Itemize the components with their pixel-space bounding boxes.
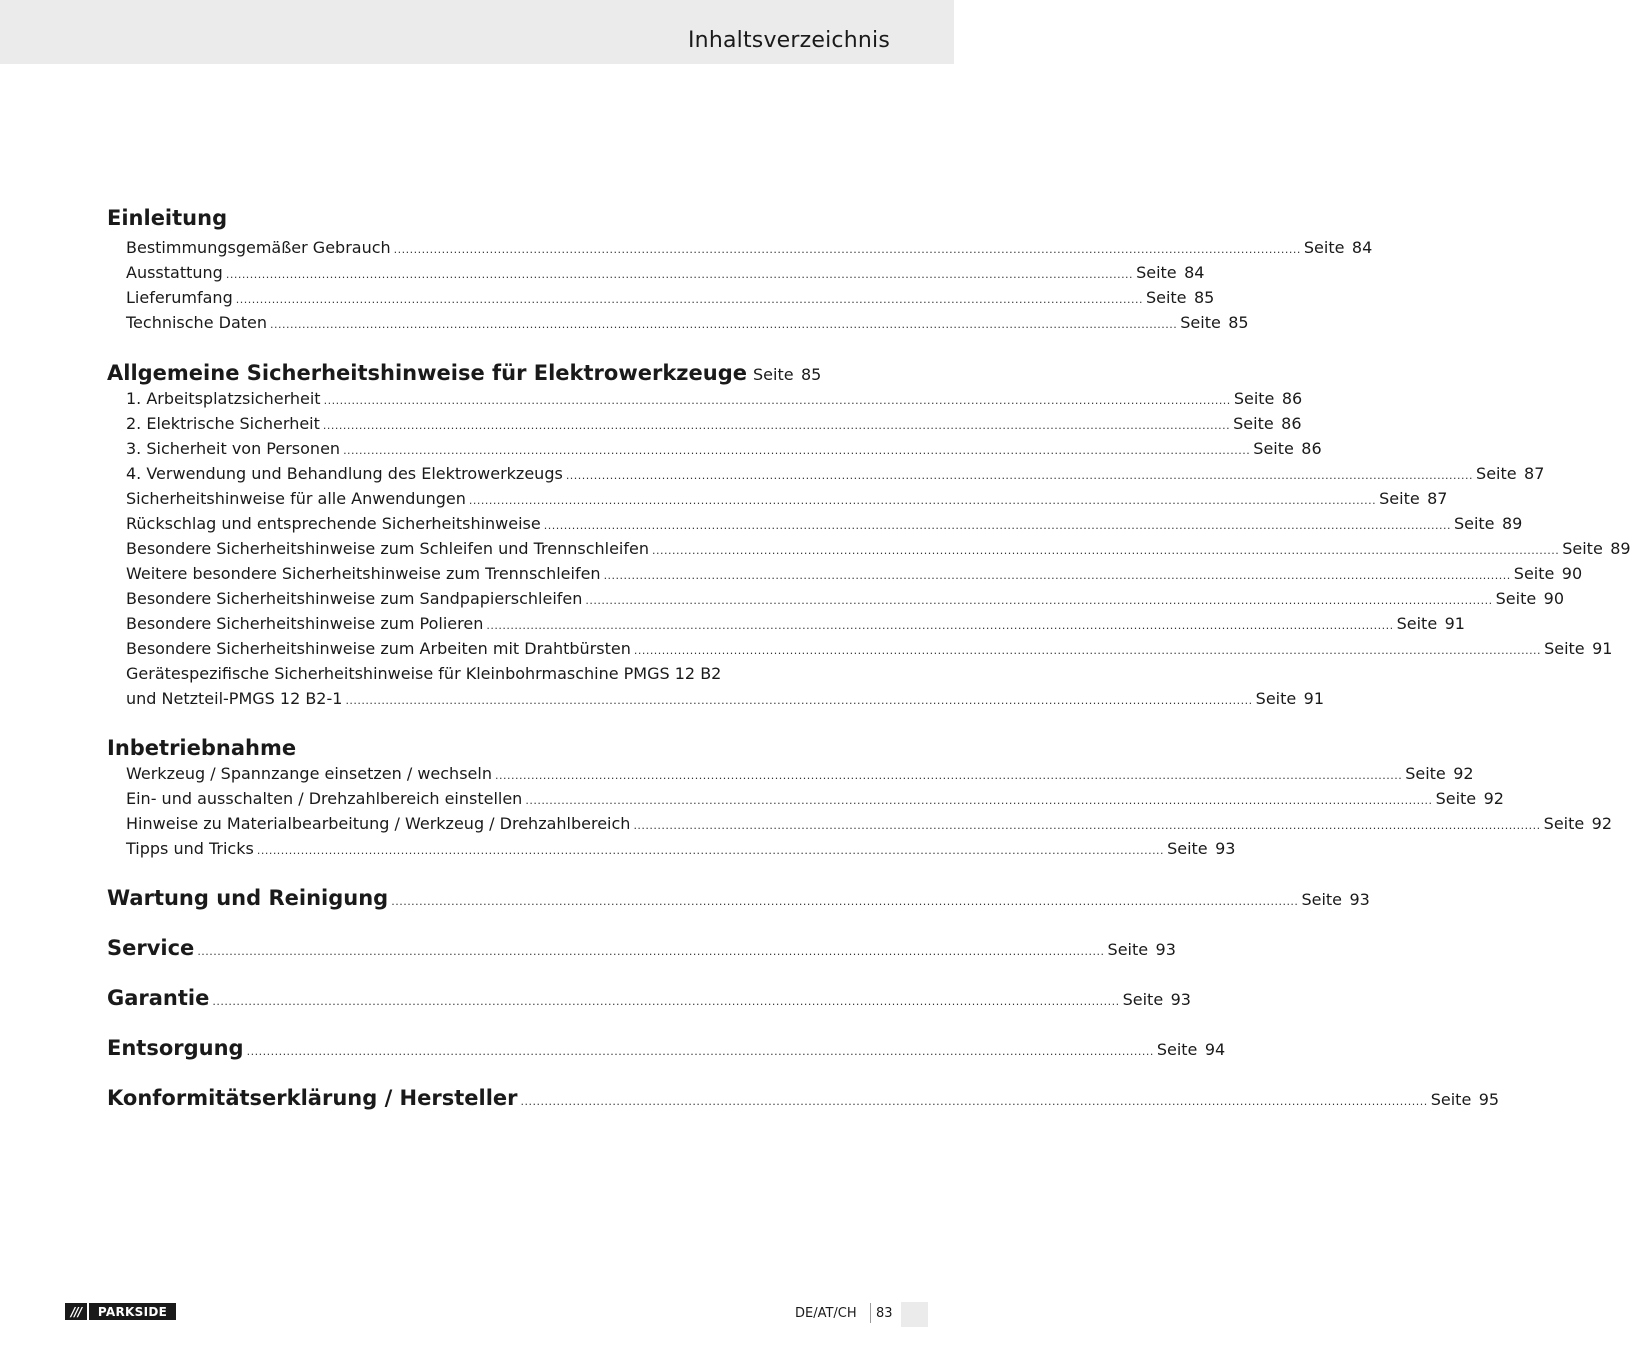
toc-entry-label: Tipps und Tricks	[126, 839, 254, 858]
toc-seite-label: Seite	[1430, 1090, 1472, 1109]
toc-entry-label: Besondere Sicherheitshinweise zum Polieren	[126, 614, 484, 633]
toc-page-number: 91	[1592, 639, 1613, 658]
toc-section-inbetriebnahme: Inbetriebnahme	[107, 736, 297, 760]
toc-seite-label: Seite	[1543, 814, 1585, 833]
toc-page-number: 90	[1561, 564, 1583, 583]
toc-entry-label: Ausstattung	[126, 263, 223, 282]
toc-leader-dots: ...................................................................................................................................................................................................................................	[603, 569, 1511, 582]
toc-entry[interactable]	[107, 439, 1322, 464]
footer-language-codes: DE/AT/CH	[795, 1306, 857, 1321]
toc-seite-label: Seite	[1405, 764, 1446, 783]
toc-entry[interactable]	[107, 564, 1583, 589]
toc-leader-dots: ...................................................................................................................................................................................................................................	[197, 945, 1105, 958]
toc-entry[interactable]	[107, 288, 1215, 313]
toc-leader-dots: ...................................................................................................................................................................................................................................	[652, 544, 1560, 557]
toc-seite-label: Seite	[1379, 489, 1420, 508]
toc-section-title: Wartung und Reinigung	[107, 886, 389, 910]
toc-page-number: 85	[1228, 313, 1249, 332]
toc-page-number: 93	[1215, 839, 1236, 858]
toc-entry[interactable]	[107, 639, 1613, 664]
toc-seite-label: Seite	[1396, 614, 1438, 633]
toc-entry[interactable]	[107, 764, 1474, 789]
toc-leader-dots: ...................................................................................................................................................................................................................................	[585, 594, 1493, 607]
toc-seite-label: Seite	[1476, 464, 1517, 483]
toc-entry-label: Besondere Sicherheitshinweise zum Sandpapierschleifen	[126, 589, 583, 608]
toc-entry[interactable]	[107, 539, 1631, 564]
toc-section-entsorgung[interactable]	[107, 1036, 1226, 1061]
toc-page-number: 94	[1204, 1040, 1226, 1059]
toc-seite-label: Seite	[1122, 990, 1164, 1009]
toc-leader-dots: ...................................................................................................................................................................................................................................	[468, 494, 1377, 507]
toc-page-number: 86	[1281, 389, 1303, 408]
toc-leader-dots: ...................................................................................................................................................................................................................................	[246, 1045, 1154, 1058]
toc-page-number: 87	[1524, 464, 1545, 483]
toc-section-title: Garantie	[107, 986, 210, 1010]
toc-page-number: 92	[1483, 789, 1504, 808]
toc-section-title: Allgemeine Sicherheitshinweise für Elektrowerkzeuge	[107, 361, 747, 385]
toc-entry-label: Werkzeug / Spannzange einsetzen / wechseln	[126, 764, 492, 783]
toc-leader-dots: ...................................................................................................................................................................................................................................	[565, 469, 1474, 482]
toc-seite-label: Seite	[1167, 839, 1208, 858]
toc-entry[interactable]	[107, 814, 1613, 839]
toc-page-number: 89	[1501, 514, 1523, 533]
toc-entry-label: 2. Elektrische Sicherheit	[126, 414, 320, 433]
toc-page-number: 93	[1170, 990, 1191, 1009]
toc-leader-dots: ...................................................................................................................................................................................................................................	[486, 619, 1394, 632]
toc-seite-label: Seite	[1233, 414, 1274, 433]
toc-seite-label: Seite	[753, 365, 794, 384]
toc-entry-label: 4. Verwendung und Behandlung des Elektrowerkzeugs	[126, 464, 563, 483]
toc-entry[interactable]	[107, 614, 1465, 639]
toc-leader-dots: ...................................................................................................................................................................................................................................	[343, 444, 1251, 457]
toc-leader-dots: ...................................................................................................................................................................................................................................	[345, 694, 1253, 707]
toc-seite-label: Seite	[1255, 689, 1297, 708]
toc-section-title: Konformitätserklärung / Hersteller	[107, 1086, 518, 1110]
toc-leader-dots: ...................................................................................................................................................................................................................................	[633, 644, 1542, 657]
toc-leader-dots: ...................................................................................................................................................................................................................................	[494, 769, 1403, 782]
toc-seite-label: Seite	[1513, 564, 1555, 583]
toc-section-einleitung: Einleitung	[107, 206, 228, 230]
page-title: Inhaltsverzeichnis	[687, 28, 890, 53]
toc-leader-dots: ...................................................................................................................................................................................................................................	[256, 844, 1165, 857]
toc-leader-dots: ...................................................................................................................................................................................................................................	[393, 243, 1301, 256]
toc-page-number: 84	[1184, 263, 1205, 282]
toc-page-number: 91	[1303, 689, 1325, 708]
toc-page-number: 86	[1301, 439, 1322, 458]
toc-leader-dots: ...................................................................................................................................................................................................................................	[633, 819, 1541, 832]
toc-section-sicherheitshinweise[interactable]	[107, 361, 832, 386]
toc-leader-dots: ...................................................................................................................................................................................................................................	[270, 318, 1178, 331]
toc-seite-label: Seite	[1136, 263, 1177, 282]
toc-entry[interactable]	[107, 389, 1303, 414]
toc-seite-label: Seite	[1145, 288, 1187, 307]
toc-entry[interactable]	[107, 514, 1523, 539]
toc-page-number: 86	[1281, 414, 1302, 433]
toc-page-number: 85	[1193, 288, 1215, 307]
toc-seite-label: Seite	[1233, 389, 1275, 408]
toc-page-number: 85	[801, 365, 822, 384]
toc-leader-dots: ...................................................................................................................................................................................................................................	[391, 895, 1299, 908]
toc-entry-label: 1. Arbeitsplatzsicherheit	[126, 389, 321, 408]
toc-entry-label: Lieferumfang	[126, 288, 233, 307]
toc-entry[interactable]	[107, 689, 1325, 714]
toc-entry[interactable]	[107, 313, 1249, 338]
toc-page-number: 89	[1610, 539, 1631, 558]
toc-entry-label: Besondere Sicherheitshinweise zum Schleifen und Trennschleifen	[126, 539, 649, 558]
toc-entry[interactable]	[107, 589, 1564, 614]
toc-entry-label: Sicherheitshinweise für alle Anwendungen	[126, 489, 466, 508]
toc-page-number: 93	[1155, 940, 1176, 959]
toc-page-number: 93	[1349, 890, 1370, 909]
toc-section-title: Entsorgung	[107, 1036, 244, 1060]
toc-entry[interactable]	[107, 238, 1373, 263]
toc-page-number: 84	[1351, 238, 1373, 257]
toc-page-number: 95	[1478, 1090, 1500, 1109]
toc-entry-label: Bestimmungsgemäßer Gebrauch	[126, 238, 391, 257]
toc-seite-label: Seite	[1156, 1040, 1198, 1059]
toc-leader-dots: ...................................................................................................................................................................................................................................	[525, 794, 1433, 807]
toc-entry-label: Besondere Sicherheitshinweise zum Arbeiten mit Drahtbürsten	[126, 639, 631, 658]
toc-seite-label: Seite	[1253, 439, 1294, 458]
toc-section-wartung[interactable]	[107, 886, 1370, 911]
toc-page-number: 92	[1591, 814, 1613, 833]
toc-entry[interactable]	[107, 489, 1448, 514]
toc-entry[interactable]	[107, 414, 1302, 439]
toc-entry-label-line1: Gerätespezifische Sicherheitshinweise für Kleinbohrmaschine PMGS 12 B2	[126, 664, 722, 683]
toc-seite-label: Seite	[1301, 890, 1342, 909]
toc-section-title: Service	[107, 936, 195, 960]
toc-leader-dots: ...................................................................................................................................................................................................................................	[520, 1095, 1428, 1108]
toc-entry[interactable]	[107, 464, 1545, 489]
toc-seite-label: Seite	[1453, 514, 1495, 533]
toc-entry[interactable]	[107, 839, 1236, 864]
toc-entry-label: 3. Sicherheit von Personen	[126, 439, 341, 458]
footer-divider	[870, 1303, 871, 1323]
toc-entry[interactable]	[107, 789, 1504, 814]
footer-page-number: 83	[876, 1306, 893, 1321]
toc-entry-label: Rückschlag und entsprechende Sicherheitshinweise	[126, 514, 541, 533]
parkside-logo	[65, 1303, 176, 1320]
toc-entry[interactable]	[107, 263, 1205, 288]
toc-page-number: 91	[1444, 614, 1465, 633]
toc-entry-label: Ein- und ausschalten / Drehzahlbereich einstellen	[126, 789, 523, 808]
logo-wordmark: PARKSIDE	[89, 1303, 176, 1320]
toc-seite-label: Seite	[1544, 639, 1585, 658]
toc-leader-dots: ...................................................................................................................................................................................................................................	[235, 293, 1143, 306]
toc-seite-label: Seite	[1562, 539, 1603, 558]
toc-seite-label: Seite	[1435, 789, 1477, 808]
toc-leader-dots: ...................................................................................................................................................................................................................................	[322, 419, 1231, 432]
toc-leader-dots: ...................................................................................................................................................................................................................................	[323, 394, 1231, 407]
toc-seite-label: Seite	[1495, 589, 1537, 608]
toc-section-garantie[interactable]	[107, 986, 1191, 1011]
toc-seite-label: Seite	[1180, 313, 1221, 332]
toc-section-service[interactable]	[107, 936, 1176, 961]
toc-leader-dots: ...................................................................................................................................................................................................................................	[212, 995, 1120, 1008]
toc-page-number: 92	[1453, 764, 1474, 783]
toc-leader-dots: ...................................................................................................................................................................................................................................	[543, 519, 1451, 532]
toc-entry-label: Hinweise zu Materialbearbeitung / Werkzeug / Drehzahlbereich	[126, 814, 631, 833]
footer-tab-box	[901, 1302, 928, 1327]
toc-page-number: 90	[1543, 589, 1564, 608]
toc-section-konformitaet[interactable]	[107, 1086, 1500, 1111]
toc-seite-label: Seite	[1303, 238, 1345, 257]
toc-leader-dots: ...................................................................................................................................................................................................................................	[225, 268, 1134, 281]
toc-seite-label: Seite	[1107, 940, 1149, 959]
toc-entry-label: und Netzteil-PMGS 12 B2-1	[126, 689, 343, 708]
toc-page-number: 87	[1427, 489, 1448, 508]
toc-entry-label: Weitere besondere Sicherheitshinweise zum Trennschleifen	[126, 564, 601, 583]
logo-slashes-icon: ///	[65, 1303, 87, 1320]
toc-entry-label: Technische Daten	[126, 313, 268, 332]
